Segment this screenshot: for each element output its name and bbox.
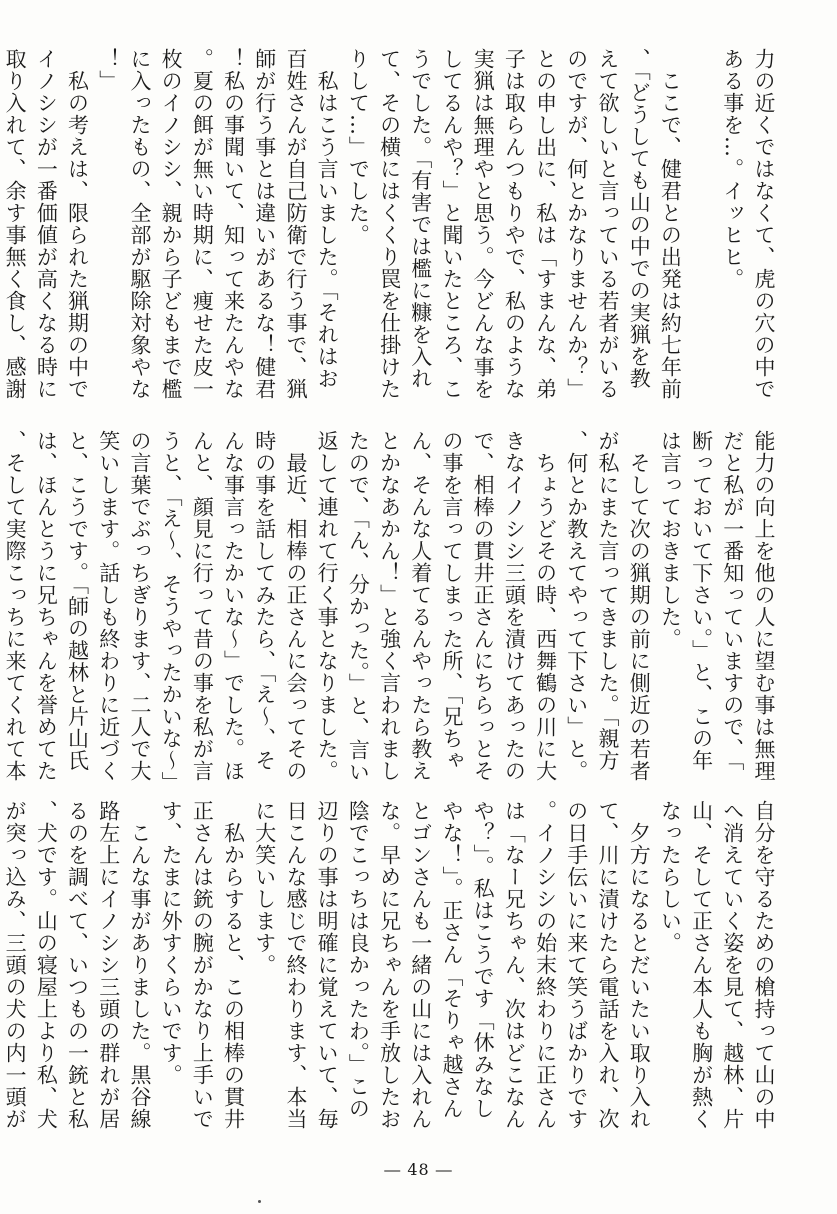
text-block-lower: 自分を守るための槍持って山の中へ消えていく姿を見て、越林、片山、そして正さん本人も胸が熱くなったらしい。 夕方になるとだいたい取り入れて、川に漬けたら電話を入れ、次の日手伝いに来て笑うばかりです。イノシシの始末終わりに正さんは「なー兄ちゃん、次はどこなんや？」。私はこうです「休みなしやな！」。正さん「そりゃ越さんとゴンさんも一緒の山には入れんな。早めに兄ちゃんを手放したお陰でこっちは良かったわ。」この辺りの事は明確に覚えていて、毎日こんな感じで終わります、本当に大笑いします。 私からすると、この相棒の貫井正さんは銃の腕がかなり上手いです、たまに外すくらいです。 こんな事がありました。黒谷線路左上にイノシシ三頭の群れが居るのを調べて、いつもの一銃と私、犬です。山の寝屋上より私、犬が突っ込み、三頭の犬の内一頭が xyxy=(3,800,776,1130)
page-number: ― 48 ― xyxy=(384,1160,453,1179)
text-block-upper: 力の近くではなくて、虎の穴の中である事を…。イッヒヒ。 ここで、健君との出発は約七年前、「どうしても山の中での実猟を教えて欲しいと言っている若者がいるのですが、何とかなりませんか？」との申し出に、私は「すまんな、弟子は取らんつもりやで、私のような実猟は無理やと思う。今どんな事をしてるんや？」と聞いたところ、こうでした。「有害では檻に糠を入れて、その横にはくくり罠を仕掛けたりして…」でした。 私はこう言いました。「それはお百姓さんが自己防衛で行う事で、猟師が行う事とは違いがあるな！健君！私の事聞いて、知って来たんやな。夏の餌が無い時期に、痩せた皮一枚のイノシシ、親から子どもまで檻に入ったもの、全部が駆除対象やな！」 私の考えは、限られた猟期の中でイノシシが一番価値が高くなる時に取り入れて、余す事無く食し、感謝 xyxy=(3,48,776,400)
scan-speck xyxy=(258,1200,261,1203)
text-block-middle: 能力の向上を他の人に望む事は無理だと私が一番知っていますので、「断っておいて下さい。」と、この年は言っておきました。 そして次の猟期の前に側近の若者が私にまた言ってきました。「親方、何とか教えてやって下さい」と。 ちょうどその時、西舞鶴の川に大きなイノシシ三頭を漬けてあったので、相棒の貫井正さんにちらっとその事を言ってしまった所、「兄ちゃん、そんな人着てるんやったら教えとかなあかん！」と強く言われましたので、「ん、分かった。」と、言い返して連れて行く事となりました。 最近、相棒の正さんに会ってその時の事を話してみたら、「え～、そんな事言ったかいな～」でした。ほんと、顔見に行って昔の事を私が言うと、「え～、そうやったかいな～」の言葉でぶっちぎります、二人で大笑いします。話しも終わりに近づくと、こうです。「師の越林と片山氏は、ほんとうに兄ちゃんを誉めてた、そして実際こっちに来てくれて本 xyxy=(3,430,776,783)
